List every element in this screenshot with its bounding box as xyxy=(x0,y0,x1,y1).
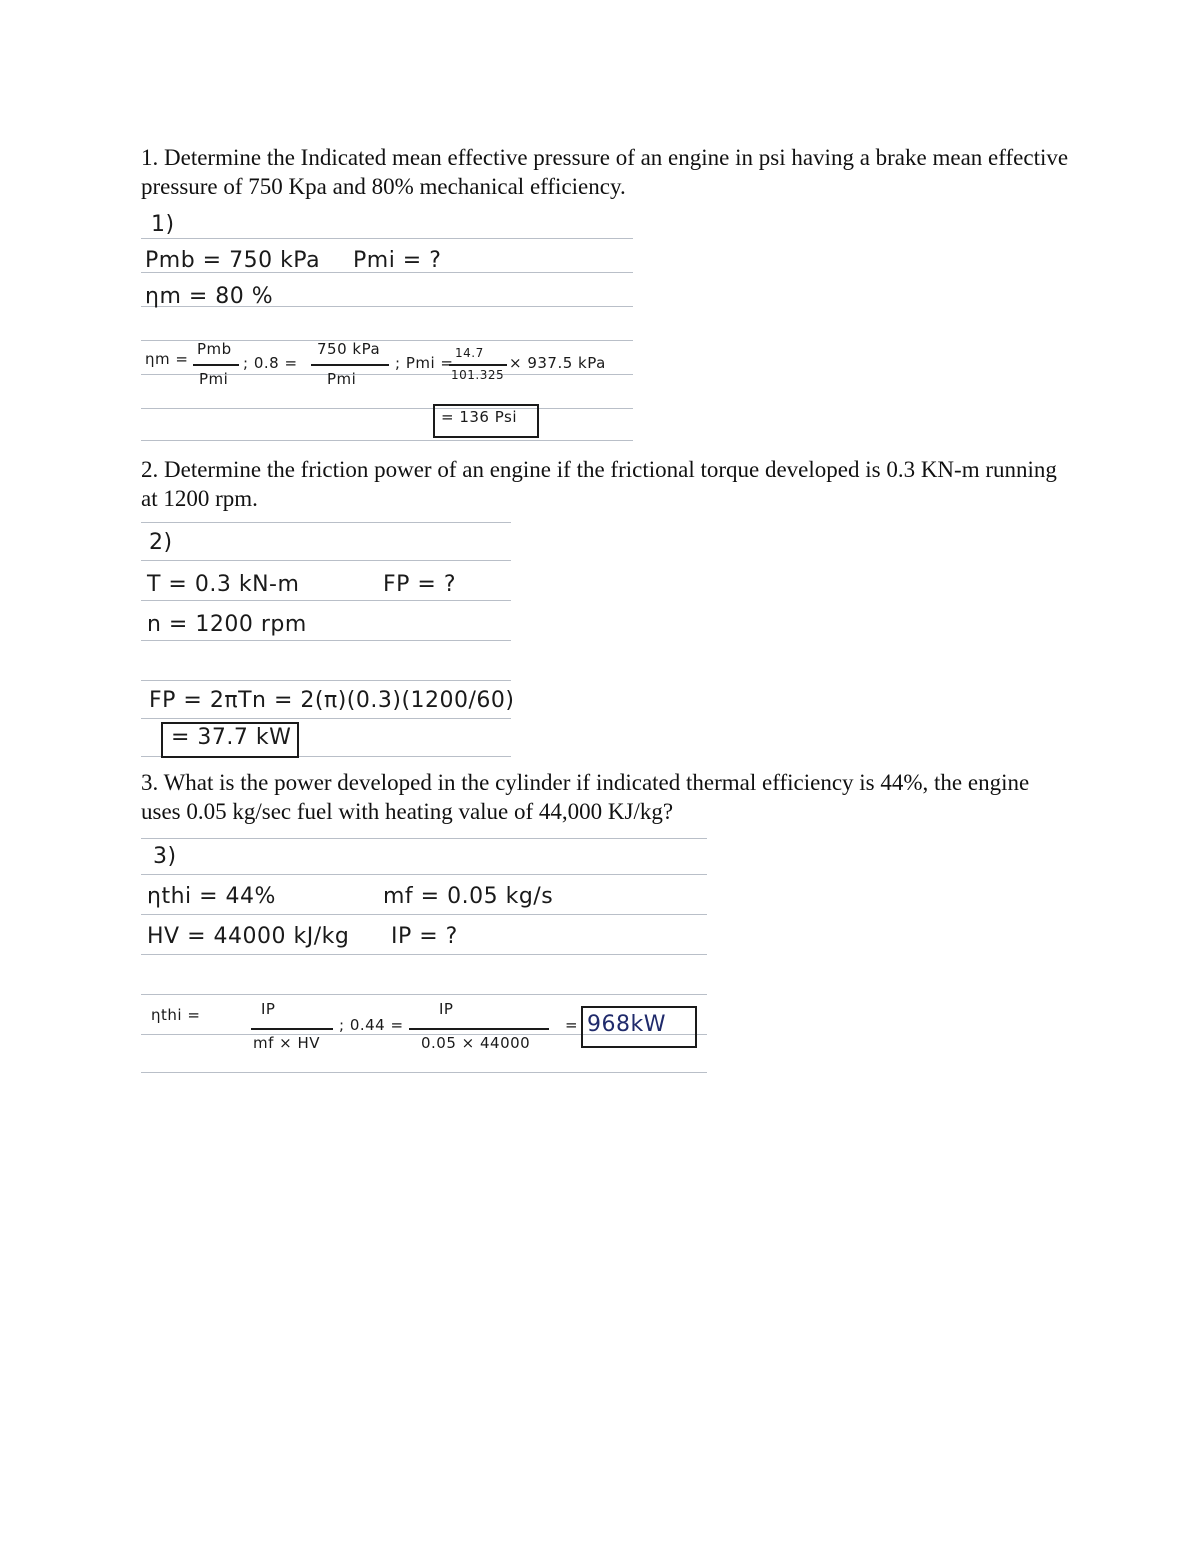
given-torque: T = 0.3 kN-m xyxy=(147,572,300,597)
question-2: 2. Determine the friction power of an engine if the frictional torque developed is 0.3 KN-m running at 1200 rpm. xyxy=(141,457,1057,511)
fraction-bar xyxy=(193,364,239,366)
eq-lhs: ηm = xyxy=(145,350,189,368)
question-3: 3. What is the power developed in the cylinder if indicated thermal efficiency is 44%, the engine uses 0.05 kg/sec fuel with heating value of 44,000 KJ/kg? xyxy=(141,770,1030,824)
eq-lhs: ηthi = xyxy=(151,1006,201,1024)
eq-conversion-numerator: 14.7 xyxy=(455,346,484,360)
eq-numerator-1: IP xyxy=(261,1000,276,1018)
eq-numerator-2: 750 kPa xyxy=(317,340,381,358)
eq-conversion-rhs: × 937.5 kPa xyxy=(509,354,606,372)
unknown-indicated-power: IP = ? xyxy=(391,924,458,949)
fraction-bar xyxy=(311,364,389,366)
fraction-bar xyxy=(409,1028,549,1030)
answer-value: = 37.7 kW xyxy=(171,725,292,750)
solution-number: 3) xyxy=(153,844,177,869)
solution-3-notes xyxy=(141,834,707,1074)
eq-middle: ; 0.8 = xyxy=(243,354,298,372)
solution-number: 2) xyxy=(149,530,173,555)
given-brake-mep: Pmb = 750 kPa xyxy=(145,248,321,273)
eq-denominator-2: Pmi xyxy=(327,370,357,388)
given-mech-efficiency: ηm = 80 % xyxy=(145,284,274,309)
given-heating-value: HV = 44000 kJ/kg xyxy=(147,924,350,949)
eq-equals: = xyxy=(565,1016,579,1034)
eq-numerator-1: Pmb xyxy=(197,340,232,358)
answer-value: 968kW xyxy=(587,1012,666,1037)
given-speed: n = 1200 rpm xyxy=(147,612,307,637)
solution-1-notes xyxy=(141,210,633,442)
eq-conversion-lhs: ; Pmi = xyxy=(395,354,454,372)
solution-number: 1) xyxy=(151,212,175,237)
eq-conversion-denominator: 101.325 xyxy=(451,368,505,382)
given-fuel-rate: mf = 0.05 kg/s xyxy=(383,884,554,909)
question-1: 1. Determine the Indicated mean effective pressure of an engine in psi having a brake mean effective pressure of 750 Kpa and 80% mechanical efficiency. xyxy=(141,145,1069,199)
friction-power-equation: FP = 2πTn = 2(π)(0.3)(1200/60) xyxy=(149,688,515,713)
unknown-indicated-mep: Pmi = ? xyxy=(353,248,442,273)
fraction-bar xyxy=(251,1028,333,1030)
given-thermal-efficiency: ηthi = 44% xyxy=(147,884,276,909)
answer-value: = 136 Psi xyxy=(441,408,517,426)
eq-denominator-2: 0.05 × 44000 xyxy=(421,1034,531,1052)
unknown-friction-power: FP = ? xyxy=(383,572,457,597)
eq-numerator-2: IP xyxy=(439,1000,454,1018)
eq-denominator-1: Pmi xyxy=(199,370,229,388)
eq-denominator-1: mf × HV xyxy=(253,1034,321,1052)
eq-middle: ; 0.44 = xyxy=(339,1016,404,1034)
solution-2-notes xyxy=(141,520,515,760)
fraction-bar xyxy=(449,364,507,366)
